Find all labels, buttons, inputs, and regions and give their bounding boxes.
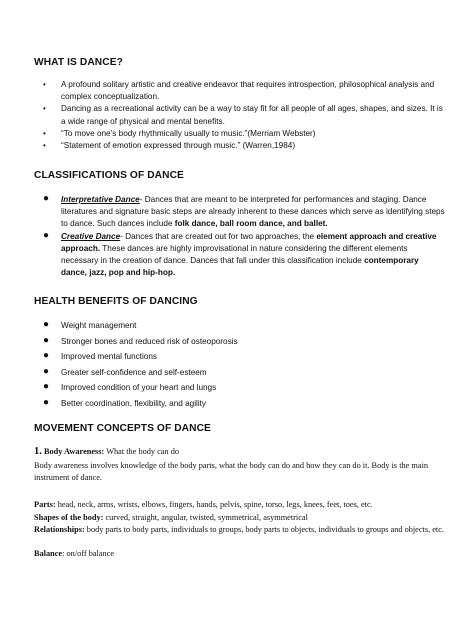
bullet-icon: ● [43,229,50,241]
bullet-icon: • [43,128,46,138]
bullet-icon: • [43,104,46,114]
health-benefits-list [34,320,446,410]
bullet-icon: ● [43,381,50,393]
list-item: ● Interpretative Dance- Dances that are meant to be interpreted for performances and staging. Dance literatures and signature basic steps are already inherent to these dances which serve as identifying steps to dance. Such dances include folk dance, ball room dance, and ballet. [43,193,445,229]
bullet-icon: ● [43,319,50,330]
list-item: ● Better coordination, flexibility, and agility [43,396,207,408]
bullet-icon: ● [43,365,50,377]
what-is-dance-list [34,79,446,152]
heading-classifications: CLASSIFICATIONS OF DANCE [34,170,184,181]
bullet-icon: ● [43,396,50,408]
interpretative-dance-label: Interpretative Dance [61,195,140,204]
relationships-line: Relationships: body parts to body parts, individuals to groups, body parts to objects, individuals to groups and objects, etc. [34,525,444,534]
list-item: ● Improved condition of your heart and lungs [43,381,217,393]
list-item: ● Weight management [43,319,137,330]
list-item: • Dancing as a recreational activity can be a way to stay fit for all people of all ages, shapes, and sizes. It is a wide range of physical and mental benefits. [43,104,443,126]
creative-dance-label: Creative Dance [61,231,121,241]
shapes-line: Shapes of the body: curved, straight, angular, twisted, symmetrical, asymmetrical [34,513,308,522]
bullet-icon: ● [43,350,50,362]
heading-what-is-dance: WHAT IS DANCE? [34,57,123,68]
bullet-icon: ● [43,193,50,204]
body-awareness-paragraph: Body awareness involves knowledge of the body parts, what the body can do and how they can do it. Body is the main instrument of dance. [34,461,429,482]
balance-line: Balance: on/off balance [34,549,115,558]
bullet-icon: • [43,80,46,89]
bullet-icon: • [43,141,46,151]
classifications-list [34,194,446,279]
list-item: • A profound solitary artistic and creative endeavor that requires introspection, philosophical analysis and complex conceptualization. [43,80,435,102]
list-item: ● Improved mental functions [43,350,158,362]
list-item: • “Statement of emotion expressed through music.” (Warren,1984) [34,140,446,152]
parts-line: Parts: head, neck, arms, wrists, elbows, fingers, hands, pelvis, spine, torso, legs, knees, feet, toes, etc. [34,500,373,509]
list-item: ● Stronger bones and reduced risk of osteoporosis [43,334,238,346]
heading-movement-concepts: MOVEMENT CONCEPTS OF DANCE [34,423,211,434]
list-item: ● Creative Dance- Dances that are created out for two approaches, the element approach and creative approach. These dances are highly improvisational in nature considering the different elements necessary in the creation of dance. Dances that fall under this classification include contemporary dance, jazz, pop and hip-hop. [43,229,437,278]
heading-health-benefits: HEALTH BENEFITS OF DANCING [34,296,198,307]
list-item: • “To move one’s body rhythmically usually to music.”(Merriam Webster) [34,128,446,140]
bullet-icon: ● [43,334,50,346]
list-item: ● Greater self-confidence and self-esteem [43,365,207,377]
body-awareness-subheading: 1. Body Awareness: What the body can do [34,446,179,457]
